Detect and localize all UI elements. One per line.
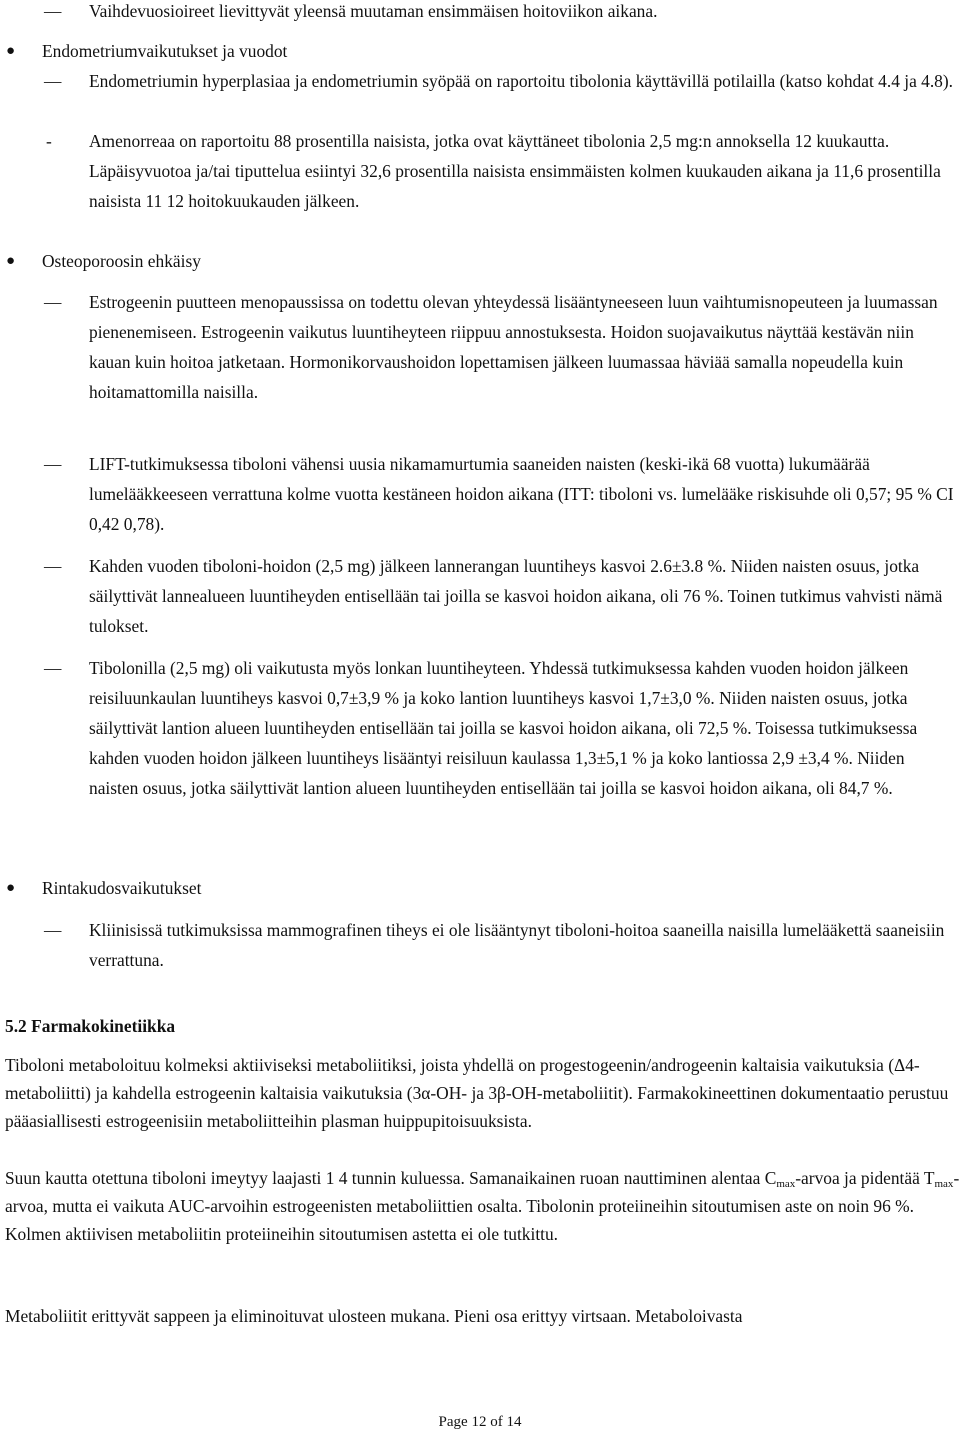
dash-bullet: — (44, 920, 62, 940)
list-item: - Amenorreaa on raportoitu 88 prosentilla naisista, jotka ovat käyttäneet tibolonia 2,5 mg:n annoksella 12 kuukautta. Läpäisyvuotoa ja/tai tiputtelua esiintyi 32,6 prosentilla naisista ensimmäisten kolmen kuukauden aikana ja 11,6 prosentilla naisista 11 12 hoitokuukauden jälkeen. (0, 126, 960, 216)
dash-bullet: — (44, 556, 62, 576)
paragraph: Metaboliitit erittyvät sappeen ja eliminoituvat ulosteen mukana. Pieni osa erittyy virtsaan. Metaboloivasta (5, 1306, 743, 1326)
bullet-icon: ● (6, 43, 16, 59)
dash-bullet: — (44, 454, 62, 474)
bullet-item: ● Endometriumvaikutukset ja vuodot (0, 36, 960, 66)
bullet-icon: ● (6, 253, 16, 269)
paragraph: Tiboloni metaboloituu kolmeksi aktiiviseksi metaboliitiksi, joista yhdellä on progestogeenin/androgeenin kaltaisia vaikutuksia (Δ4-metaboliitti) ja kahdella estrogeenin kaltaisia vaikutuksia (3α-OH- ja 3β-OH-metaboliitit). Farmakokineettinen dokumentaatio perustuu pääasiallisesti estrogeenisiin metaboliitteihin plasman huippupitoisuuksista. (5, 1055, 949, 1131)
bullet-icon: ● (6, 880, 16, 896)
list-item: — Endometriumin hyperplasiaa ja endometriumin syöpää on raportoitu tibolonia käyttävillä potilailla (katso kohdat 4.4 ja 4.8). (0, 66, 960, 96)
dash-bullet: — (44, 658, 62, 678)
list-item: — LIFT-tutkimuksessa tiboloni vähensi uusia nikamamurtumia saaneiden naisten (keski-ikä 68 vuotta) lukumäärää lumelääkkeeseen verrattuna kolme vuotta kestäneen hoidon aikana (ITT: tiboloni vs. lumelääke riskisuhde oli 0,57; 95 % CI 0,42 0,78). (0, 449, 960, 539)
list-item: — Tibolonilla (2,5 mg) oli vaikutusta myös lonkan luuntiheyteen. Yhdessä tutkimuksessa kahden vuoden hoidon jälkeen reisiluunkaulan luuntiheys kasvoi 0,7±3,9 % ja koko lantion luuntiheys kasvoi 1,7±3,0 %. Niiden naisten osuus, jotka säilyttivät lantion alueen luuntiheyden entisellään tai joilla se kasvoi hoidon aikana, oli 72,5 %. Toisessa tutkimuksessa kahden vuoden hoidon jälkeen luuntiheys lisääntyi reisiluun kaulassa 1,3±5,1 % ja koko lantiossa 2,9 ±3,4 %. Niiden naisten osuus, jotka säilyttivät lantion alueen luuntiheyden entisellään tai joilla se kasvoi hoidon aikana, oli 84,7 %. (0, 653, 960, 803)
dash-bullet: — (44, 292, 62, 312)
list-item: — Kliinisissä tutkimuksissa mammografinen tiheys ei ole lisääntynyt tiboloni-hoitoa saaneilla naisilla lumelääkettä saaneisiin verrattuna. (0, 915, 960, 975)
bullet-item: ● Rintakudosvaikutukset (0, 873, 960, 903)
list-item: — Kahden vuoden tiboloni-hoidon (2,5 mg) jälkeen lannerangan luuntiheys kasvoi 2.6±3.8 %. Niiden naisten osuus, jotka säilyttivät lannealueen luuntiheyden entisellään tai joilla se kasvoi hoidon aikana, oli 76 %. Toinen tutkimus vahvisti nämä tulokset. (0, 551, 960, 641)
list-item: — Estrogeenin puutteen menopaussissa on todettu olevan yhteydessä lisääntyneeseen luun vaihtumisnopeuteen ja luumassan pienenemiseen. Estrogeenin vaikutus luuntiheyteen riippuu annostuksesta. Hoidon suojavaikutus näyttää kestävän niin kauan kuin hoitoa jatketaan. Hormonikorvaushoidon lopettamisen jälkeen luumassaa häviää samalla nopeudella kuin hoitamattomilla naisilla. (0, 287, 960, 407)
paragraph: Suun kautta otettuna tiboloni imeytyy laajasti 1 4 tunnin kuluessa. Samanaikainen ruoan nauttiminen alentaa $C_{max}$-arvoa ja pidentää $T_{max}$-arvoa, mutta ei vaikuta AUC-arvoihin estrogeenisten metaboliittien osalta. Tibolonin proteiineihin sitoutumisen aste on noin 96 %. Kolmen aktiivisen metaboliitin proteiineihin sitoutumisen astetta ei ole tutkittu. (5, 1168, 960, 1244)
list-item: — Vaihdevuosioireet lievittyvät yleensä muutaman ensimmäisen hoitoviikon aikana. (0, 0, 960, 26)
dash-bullet: — (44, 1, 62, 21)
dash-bullet: — (44, 71, 62, 91)
section-heading: 5.2 Farmakokinetiikka (5, 1016, 176, 1036)
page-number: Page 12 of 14 (438, 1414, 522, 1430)
hyphen-bullet: - (46, 131, 52, 151)
bullet-item: ● Osteoporoosin ehkäisy (0, 246, 960, 276)
